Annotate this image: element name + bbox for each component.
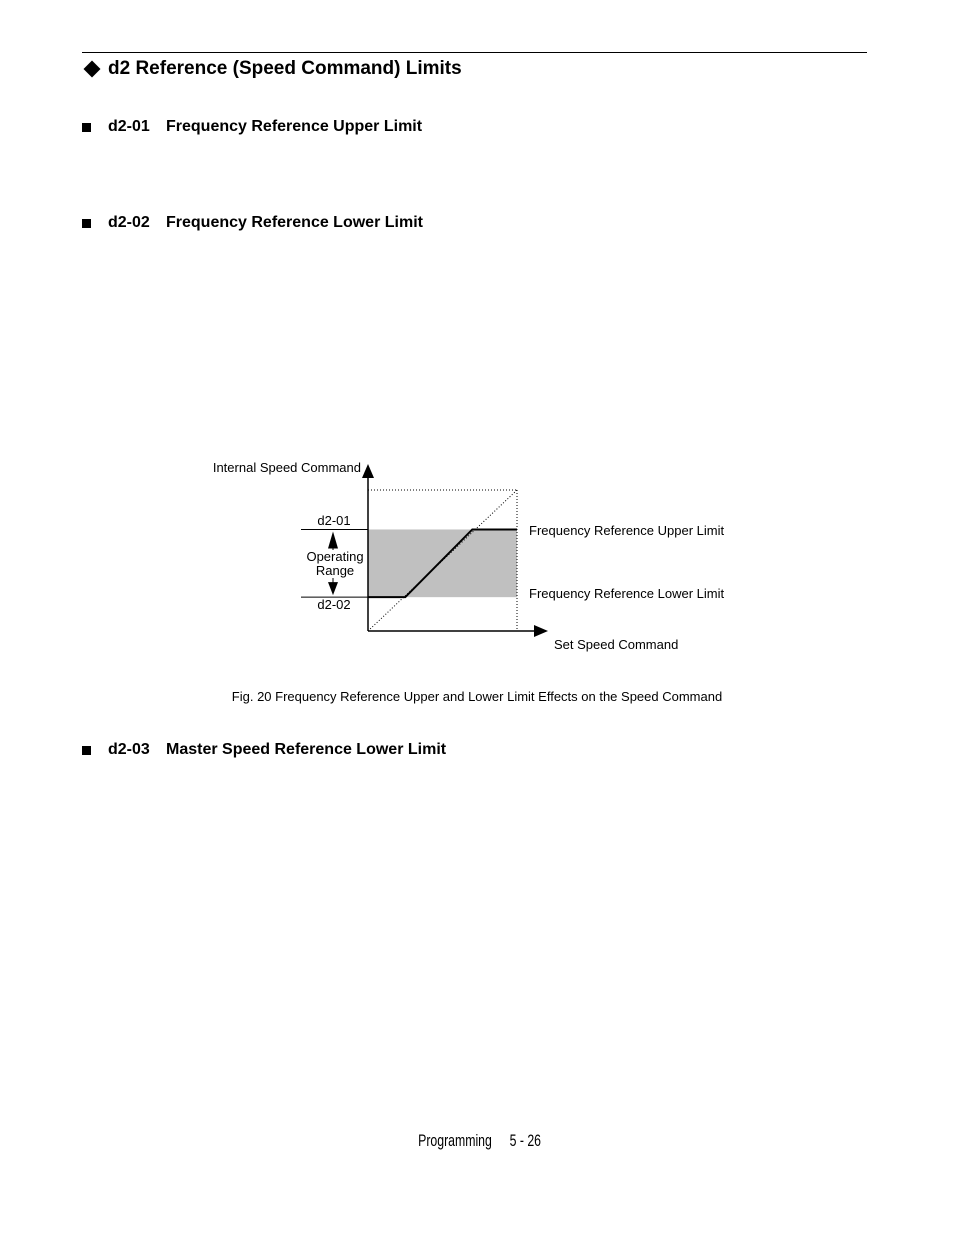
param-name: Master Speed Reference Lower Limit: [166, 741, 447, 758]
param-code: d2-03: [108, 741, 150, 758]
lower-code-label: d2-02: [317, 597, 351, 612]
footer-section: Programming: [417, 1131, 492, 1150]
page-footer: [0, 1131, 954, 1151]
range-label-line1: Operating: [306, 549, 364, 564]
footer-page-number: 5 - 26: [508, 1131, 541, 1150]
figure-caption: Fig. 20 Frequency Reference Upper and Lower Limit Effects on the Speed Command: [231, 689, 723, 704]
range-arrow-down-icon: [328, 582, 338, 595]
param-heading-d2-03: [82, 740, 446, 760]
lower-limit-name: Frequency Reference Lower Limit: [529, 586, 725, 601]
param-name: Frequency Reference Upper Limit: [166, 118, 423, 135]
param-code: d2-02: [108, 214, 150, 231]
range-arrow-up-icon: [328, 531, 338, 548]
x-axis-label: Set Speed Command: [554, 637, 679, 652]
upper-code-label: d2-01: [317, 513, 351, 528]
operating-range-band: [368, 529, 517, 597]
upper-limit-name: Frequency Reference Upper Limit: [529, 523, 725, 538]
y-axis-arrow-icon: [362, 464, 374, 478]
x-axis-arrow-icon: [534, 625, 548, 637]
y-axis-label: Internal Speed Command: [212, 460, 361, 475]
section-title: d2 Reference (Speed Command) Limits: [108, 58, 462, 79]
range-label-line2: Range: [315, 563, 355, 578]
square-bullet-icon: [82, 746, 91, 755]
param-name: Frequency Reference Lower Limit: [166, 214, 423, 231]
param-code: d2-01: [108, 118, 150, 135]
